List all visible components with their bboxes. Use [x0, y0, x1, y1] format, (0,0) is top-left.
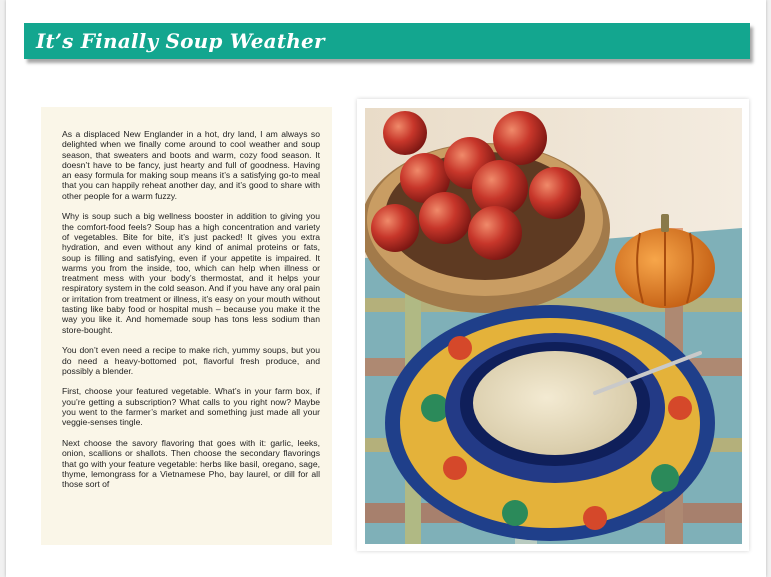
soup-photo: [365, 108, 742, 544]
soup: [473, 351, 637, 455]
paragraph-1: As a displaced New Englander in a hot, dry land, I am always so delighted when we finally come around to cool weather and soup season, that sweaters and boots and warm, cozy food season. It doesn’t have to be fancy, just hearty and full of goodness. Having an easy formula for making soup means it’s a satisfying go-to meal that you can happily reheat another day, and it’s good to share with other people for a warm fuzzy.: [62, 129, 320, 201]
title-banner: [24, 23, 750, 59]
paragraph-4: First, choose your featured vegetable. What’s in your farm box, if you’re getting a subscription? What calls to you right now? Maybe you went to the farmer’s market and something just made all your veggie-senses tingle.: [62, 386, 320, 428]
article-body: [62, 129, 320, 500]
paragraph-3: You don’t even need a recipe to make rich, yummy soups, but you do need a heavy-bottomed pot, flavorful fresh produce, and possibly a blender.: [62, 345, 320, 376]
soup-illustration: [365, 108, 742, 544]
article-panel: [41, 107, 332, 545]
paragraph-5: Next choose the savory flavoring that goes with it: garlic, leeks, onion, scallions or shallots. Then choose the secondary flavorings that go with your feature vegetable: herbs like basil, oregano, sage, thyme, lemongrass for a Vietnamese Pho, bay laurel, or dill for all those sort of: [62, 437, 320, 490]
paragraph-2: Why is soup such a big wellness booster in addition to giving you the comfort-food feels? Soup has a high concentration and variety of vegetables. Bite for bite, it’s just packed! It gives you extra hydration, and even without any kind of animal proteins or fats, soup is filling and satisfying, even if your appetite is impaired. It warms you from the inside, too, which can help when illness or treatment mess with your body’s thermostat, and it helps your respiratory system in the cold season. And if you have any oral pain or irritation from treatment or illness, it’s easy on your mouth without tasting like baby food or hospital mush – because you make it the way you like it. And homemade soup has tons less sodium than store-bought.: [62, 211, 320, 335]
page-title: It’s Finally Soup Weather: [36, 29, 325, 53]
